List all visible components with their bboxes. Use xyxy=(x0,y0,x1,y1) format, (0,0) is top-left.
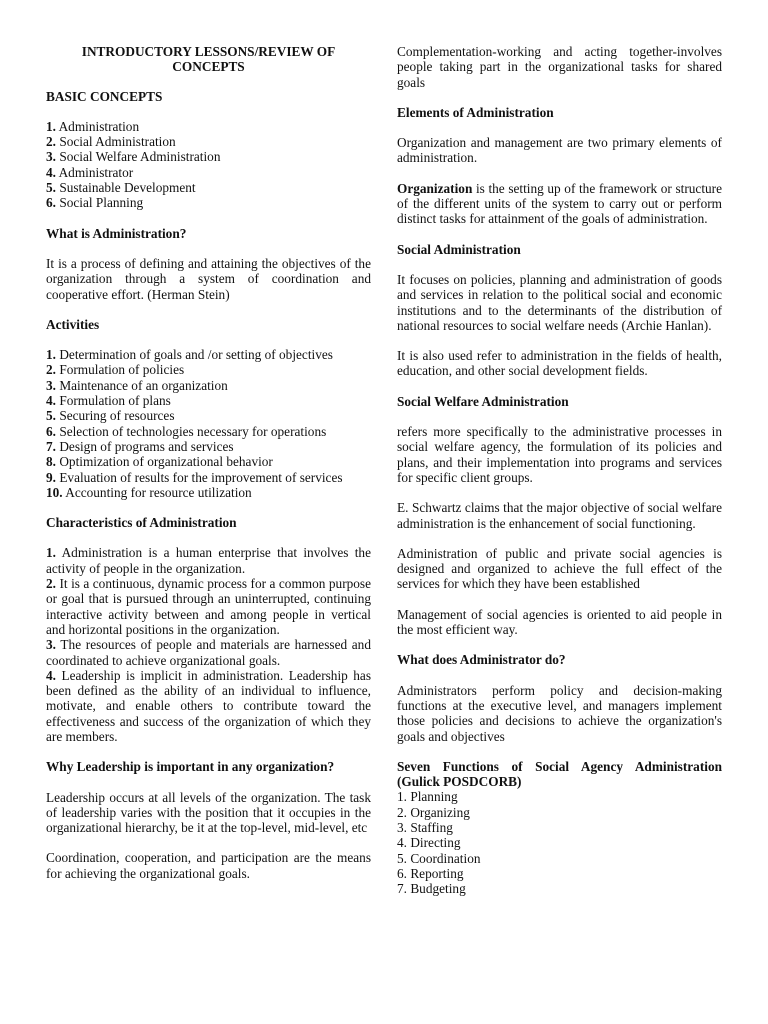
item-number: 2. xyxy=(46,576,56,592)
item-text: Optimization of organizational behavior xyxy=(59,454,273,470)
right-column xyxy=(397,44,722,911)
coordination-text: Coordination, cooperation, and participation are the means for achieving the organizational goals. xyxy=(46,850,371,881)
item-number: 7. xyxy=(46,438,56,454)
swa-agencies-text: Administration of public and private social agencies is designed and organized to achieve the full effect of the services for which they have been established xyxy=(397,545,722,592)
what-is-administration-text: It is a process of defining and attaining the objectives of the organization through a system of coordination and cooperative effort. (Herman Stein) xyxy=(46,255,371,302)
activities-list xyxy=(46,347,371,500)
item-number: 3. xyxy=(46,377,56,393)
item-number: 2. xyxy=(46,134,56,150)
list-item xyxy=(397,835,722,850)
item-text: Accounting for resource utilization xyxy=(65,484,252,500)
why-leadership-text: Leadership occurs at all levels of the organization. The task of leadership varies with the position that it occupies in the organizational hierarchy, be it at the top-level, mid-level, etc xyxy=(46,789,371,836)
list-item xyxy=(46,424,371,439)
item-text: Organizing xyxy=(410,804,470,820)
list-item xyxy=(46,119,371,134)
item-text: The resources of people and materials are harnessed and coordinated to achieve organizational goals. xyxy=(46,637,371,668)
item-number: 6. xyxy=(46,195,56,211)
item-text: Budgeting xyxy=(410,881,466,897)
item-number: 4. xyxy=(397,835,407,851)
list-item xyxy=(46,149,371,164)
list-item xyxy=(46,408,371,423)
list-item xyxy=(46,485,371,500)
item-text: Maintenance of an organization xyxy=(59,377,228,393)
seven-functions-heading: Seven Functions of Social Agency Administration (Gulick POSDCORB) xyxy=(397,758,722,790)
what-administrator-do-heading: What does Administrator do? xyxy=(397,652,566,668)
list-item xyxy=(46,470,371,485)
item-number: 4. xyxy=(46,164,56,180)
list-item xyxy=(46,180,371,195)
list-item xyxy=(46,454,371,469)
list-item xyxy=(46,576,371,637)
elements-heading: Elements of Administration xyxy=(397,104,554,120)
why-leadership-heading: Why Leadership is important in any organization? xyxy=(46,759,335,775)
item-number: 10. xyxy=(46,484,63,500)
list-item xyxy=(46,545,371,576)
left-column xyxy=(46,44,371,896)
list-item xyxy=(397,851,722,866)
list-item xyxy=(46,362,371,377)
item-text: Sustainable Development xyxy=(59,180,196,196)
organization-definition xyxy=(397,181,722,227)
item-text: Selection of technologies necessary for operations xyxy=(59,423,327,439)
item-text: Directing xyxy=(410,835,461,851)
item-number: 4. xyxy=(46,667,56,683)
list-item xyxy=(46,347,371,362)
characteristics-heading: Characteristics of Administration xyxy=(46,515,237,531)
item-text: Design of programs and services xyxy=(59,438,234,454)
item-number: 1. xyxy=(397,789,407,805)
item-text: Planning xyxy=(410,789,458,805)
list-item xyxy=(46,195,371,210)
item-number: 9. xyxy=(46,469,56,485)
list-item xyxy=(46,668,371,744)
list-item xyxy=(46,439,371,454)
item-text: Securing of resources xyxy=(59,408,175,424)
list-item xyxy=(46,637,371,668)
list-item xyxy=(46,165,371,180)
item-text: Social Administration xyxy=(59,134,176,150)
item-text: Coordination xyxy=(410,850,481,866)
list-item xyxy=(397,805,722,820)
item-number: 3. xyxy=(46,149,56,165)
basic-concepts-heading: BASIC CONCEPTS xyxy=(46,88,163,104)
item-text: Social Welfare Administration xyxy=(59,149,221,165)
item-text: Determination of goals and /or setting of objectives xyxy=(59,347,333,363)
swa-schwartz-text: E. Schwartz claims that the major objective of social welfare administration is the enhancement of social functioning. xyxy=(397,500,722,531)
item-text: Social Planning xyxy=(59,195,144,211)
item-text: Formulation of policies xyxy=(59,362,185,378)
social-administration-fields-text: It is also used refer to administration in the fields of health, education, and other social development fields. xyxy=(397,348,722,379)
item-number: 5. xyxy=(46,408,56,424)
seven-functions-list xyxy=(397,789,722,896)
item-number: 3. xyxy=(46,637,56,653)
social-administration-text: It focuses on policies, planning and administration of goods and services in relation to the political social and economic institutions and to the determinants of the distribution of national resources to social welfare needs (Archie Hanlan). xyxy=(397,271,722,333)
item-number: 2. xyxy=(46,362,56,378)
item-number: 2. xyxy=(397,804,407,820)
list-item xyxy=(397,789,722,804)
item-number: 7. xyxy=(397,881,407,897)
social-welfare-administration-heading: Social Welfare Administration xyxy=(397,393,569,409)
elements-text: Organization and management are two primary elements of administration. xyxy=(397,135,722,166)
item-text: Reporting xyxy=(410,865,464,881)
item-number: 6. xyxy=(397,865,407,881)
list-item xyxy=(46,393,371,408)
characteristics-list xyxy=(46,545,371,744)
swa-management-text: Management of social agencies is oriented to aid people in the most efficient way. xyxy=(397,606,722,638)
item-text: Administration is a human enterprise that involves the activity of people in the organization. xyxy=(46,545,371,576)
list-item xyxy=(46,378,371,393)
item-number: 4. xyxy=(46,393,56,409)
item-number: 8. xyxy=(46,454,56,470)
item-text: Formulation of plans xyxy=(59,393,171,409)
item-number: 5. xyxy=(46,180,56,196)
list-item xyxy=(46,134,371,149)
item-number: 1. xyxy=(46,347,56,363)
item-text: Leadership is implicit in administration. Leadership has been defined as the ability of an individual to influence, motivate, and enable others to contribute toward the effectiveness and success of the organization of which they are members. xyxy=(46,667,371,744)
item-text: Administrator xyxy=(58,164,134,180)
item-text: Staffing xyxy=(410,819,453,835)
organization-text: is the setting up of the framework or structure of the different units of the system to carry out or perform distinct tasks for attainment of the goals of administration. xyxy=(397,180,722,227)
basic-concepts-list xyxy=(46,119,371,211)
swa-definition-text: refers more specifically to the administrative processes in social welfare agency, the formulation of its policies and plans, and their implementation into programs and services for specific client groups. xyxy=(397,424,722,485)
item-number: 1. xyxy=(46,118,56,134)
complementation-text: Complementation-working and acting together-involves people taking part in the organizational tasks for shared goals xyxy=(397,44,722,90)
list-item xyxy=(397,881,722,896)
item-number: 6. xyxy=(46,423,56,439)
what-administrator-do-text: Administrators perform policy and decision-making functions at the executive level, and managers implement those policies and decisions to achieve the organization's goals and objectives xyxy=(397,682,722,744)
item-number: 1. xyxy=(46,545,56,561)
item-text: It is a continuous, dynamic process for a common purpose or goal that is pursued through an uninterrupted, continuing interactive activity between and among people in vertical and horizontal positions in the organization. xyxy=(46,576,371,637)
what-is-administration-heading: What is Administration? xyxy=(46,225,187,241)
item-text: Evaluation of results for the improvement of services xyxy=(59,469,343,485)
item-text: Administration xyxy=(58,118,140,134)
list-item xyxy=(397,820,722,835)
organization-term: Organization xyxy=(397,180,473,196)
item-number: 3. xyxy=(397,819,407,835)
item-number: 5. xyxy=(397,850,407,866)
list-item xyxy=(397,866,722,881)
activities-heading: Activities xyxy=(46,316,100,332)
social-administration-heading: Social Administration xyxy=(397,241,521,257)
document-title: INTRODUCTORY LESSONS/REVIEW OF CONCEPTS xyxy=(81,44,336,75)
